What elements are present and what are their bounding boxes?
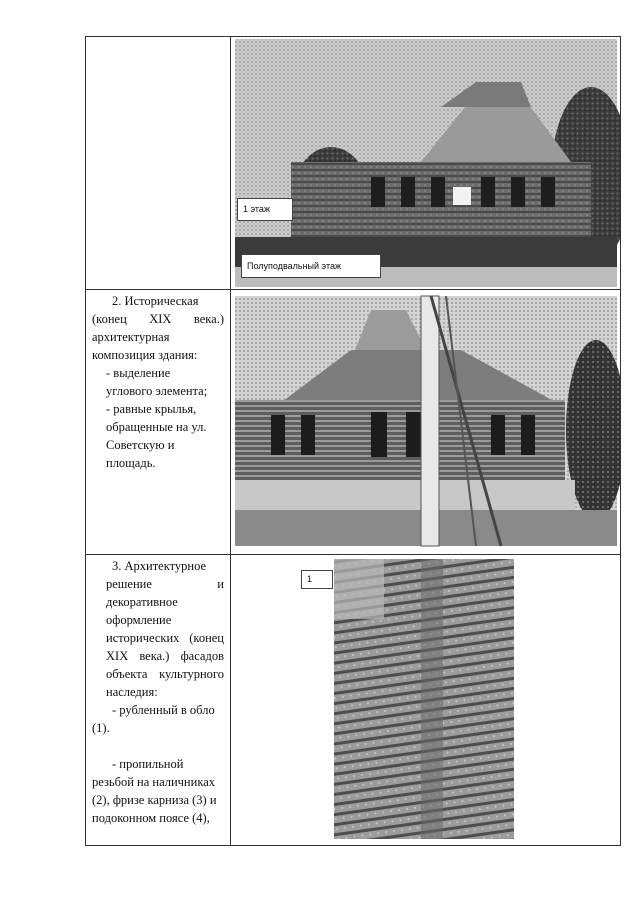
log-wall-photo — [231, 555, 620, 845]
building-photo-image — [231, 37, 620, 289]
row3-text-cell — [86, 555, 231, 846]
label-first-floor: 1 этаж — [237, 198, 293, 221]
building-photo-corner — [231, 290, 620, 554]
row3-photo-cell — [231, 555, 621, 846]
row3-line: XIX века.) фасадов — [106, 649, 224, 663]
label-1: 1 — [301, 570, 333, 589]
row1-photo-cell — [231, 37, 621, 290]
building-photo-floors — [231, 37, 620, 289]
row2-line: площадь. — [106, 456, 156, 470]
row2-line: обращенные на ул. — [106, 420, 207, 434]
row2-line: углового элемента; — [106, 384, 208, 398]
row3-line: наследия: — [106, 685, 158, 699]
row3-line: резьбой на наличниках — [92, 775, 215, 789]
row2-line: Советскую и — [106, 438, 175, 452]
corner-photo-image — [231, 290, 620, 554]
row2-line: 2. Историческая — [112, 294, 199, 308]
row3-line: 3. Архитектурное — [112, 559, 207, 573]
row2-line: - выделение — [106, 366, 171, 380]
row3-line: (2), фризе карниза (3) и — [92, 793, 217, 807]
table-row — [86, 555, 621, 846]
row2-photo-cell — [231, 290, 621, 555]
row3-line — [92, 737, 224, 755]
row2-line: - равные крылья, — [106, 402, 197, 416]
row2-line: композиция здания: — [92, 348, 198, 362]
row2-line: (конец XIX века.) — [92, 312, 224, 326]
row3-line: исторических (конец — [106, 631, 224, 645]
row3-line: (1). — [92, 721, 110, 735]
row3-line: - пропильной — [112, 757, 184, 771]
row3-line: оформление — [106, 613, 172, 627]
table-row — [86, 290, 621, 555]
table-row — [86, 37, 621, 290]
row3-line: - рубленный в обло — [112, 703, 215, 717]
row3-line: декоративное — [106, 595, 178, 609]
row3-line: решение и — [106, 577, 224, 591]
log-wall-image — [231, 555, 620, 845]
row3-line: объекта культурного — [106, 667, 224, 681]
row2-line: архитектурная — [92, 330, 170, 344]
row3-line: подоконном поясе (4), — [92, 811, 210, 825]
label-semi-basement: Полуподвальный этаж — [241, 254, 381, 278]
row1-text-cell — [86, 37, 231, 290]
row2-text-cell — [86, 290, 231, 555]
heritage-table — [85, 36, 621, 846]
